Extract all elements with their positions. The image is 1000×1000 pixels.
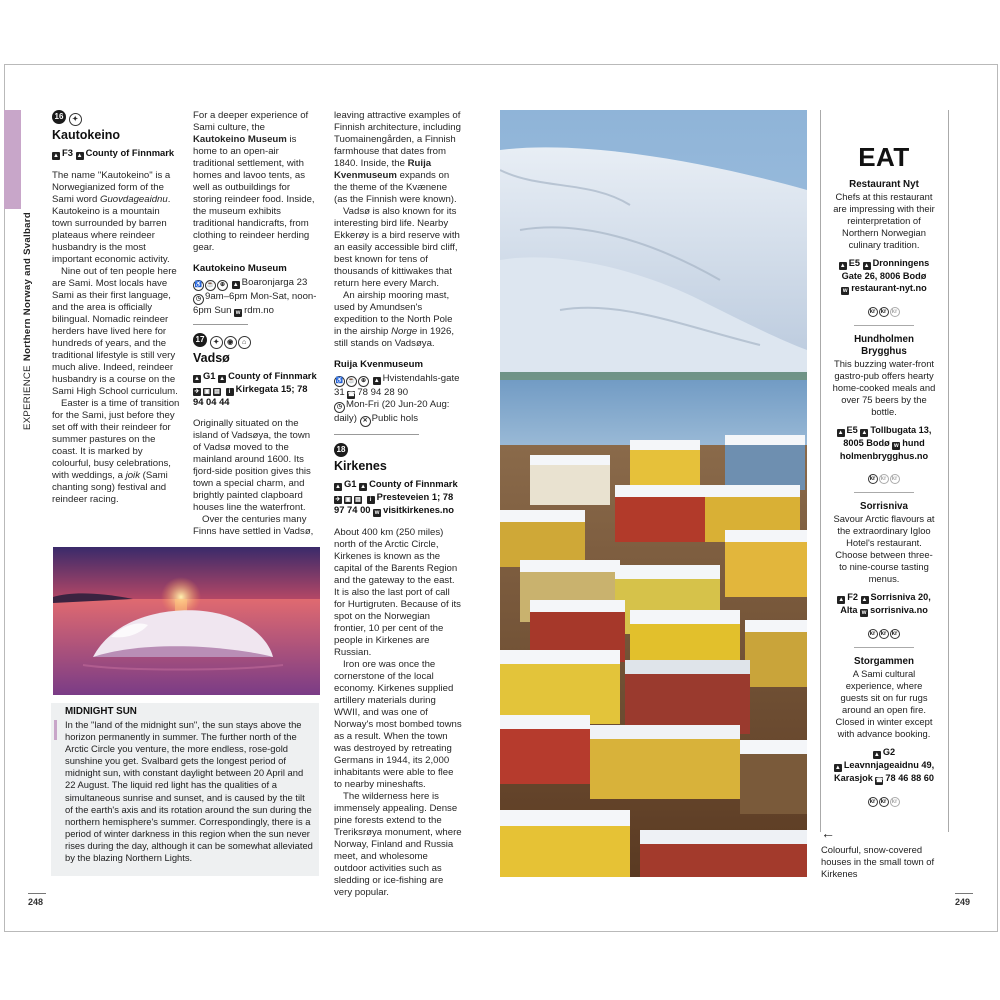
paragraph: Easter is a time of transition for the Sami, just before they set off with their reindeer for summer pastures on the coast. It is marked by colourful, busy celebrations, with weddings, a joik (Sami chanting song) festival and reindeer racing.: [52, 397, 180, 505]
plane-icon: ✈: [335, 497, 341, 503]
tourist-info-icon: i: [226, 388, 234, 396]
column-2: [193, 110, 319, 538]
entry-info: ▲ G1 ▲ County of Finnmark ✈ ▣ ▤ i Presteveien 1; 78 97 74 00 w visitkirkenes.no: [334, 478, 458, 516]
web-icon: w: [861, 610, 867, 616]
phone-icon: ☎: [875, 778, 884, 784]
shop-icon: ⊕: [358, 376, 369, 387]
entry-title: Kirkenes: [334, 459, 387, 473]
museum-icon: ⌂: [238, 336, 251, 349]
accessible-icon: ♿: [334, 376, 345, 387]
paragraph: Vadsø is also known for its interesting bird life. Nearby Ekkerøy is a bird reserve with an easily accessible bird cliff, best known for tens of thousands of kittiwakes that return here every March.: [334, 206, 460, 289]
restaurant-info: ▲ E5 ▲ Tollbugata 13, 8005 Bodø w hund holmenbrygghus.no: [837, 425, 932, 461]
paragraph: Originally situated on the island of Vadsøya, the town of Vadsø moved to the mainland around 1600. Its fjord-side position gives this town a special charm, and brightly painted clapboard houses line the waterfront.: [193, 417, 311, 513]
house: [500, 715, 590, 784]
tourist-info-icon: i: [367, 496, 375, 504]
restaurant-name: Sorrisniva: [860, 501, 908, 512]
entry-info: ▲ F3 ▲ County of Finnmark: [53, 146, 175, 159]
map-icon: ▲: [837, 430, 844, 436]
web-icon: w: [374, 510, 380, 516]
price-rating: [831, 621, 937, 639]
shop-icon: ⊕: [217, 280, 228, 291]
restaurant-desc: A Sami cultural experience, where guests sit on fur rugs around an open fire. Closed in winter except with advance booking.: [835, 668, 933, 739]
kr-icon: kr: [879, 307, 889, 317]
accessible-icon: ♿: [193, 280, 204, 291]
divider: [193, 324, 248, 325]
entry-title: Kautokeino: [52, 127, 121, 142]
price-rating: [831, 299, 937, 317]
arrow-left-icon: ←: [821, 825, 835, 841]
sightseeing-icon: ◉: [224, 336, 237, 349]
phone-icon: ☎: [347, 392, 356, 398]
house: [725, 435, 805, 490]
location-icon: ▲: [232, 282, 239, 288]
location-icon: ▲: [863, 263, 870, 269]
ferry-icon: ▤: [355, 497, 361, 503]
page-number-right: 249: [955, 893, 973, 907]
running-head: [22, 212, 33, 430]
web-icon: w: [893, 443, 899, 449]
paragraph: Over the centuries many Finns have settled in Vadsø,: [193, 513, 314, 537]
closed-icon: ✕: [360, 416, 371, 427]
kr-icon: kr: [868, 307, 878, 317]
museum-info: ♿ ☕ ⊕ ▲ Boaronjarga 23 ◷ 9am–6pm Mon-Sat, noon-6pm Sun w rdm.no: [193, 277, 317, 316]
museum-title: Ruija Kvenmuseum: [334, 359, 424, 370]
paragraph: For a deeper experience of Sami culture, the Kautokeino Museum is home to an open-air traditional settlement, with homes and lavoo tents, as well as outbuildings for storing reindeer food. Inside, the museum exhibits traditional handicrafts, from clothing to reindeer herding gear.: [193, 110, 315, 253]
entry-number: 18: [334, 443, 348, 457]
plane-icon: ✈: [194, 388, 200, 395]
map-icon: ▲: [873, 752, 880, 758]
paragraph: leaving attractive examples of Finnish architecture, including Tuomainengården, a Finnish farmhouse that dates from 1840. Inside, the Ruija Kvenmuseum expands on the theme of the Kvænene (as the Finnish were known).: [334, 110, 461, 205]
restaurant-info: ▲ G2 ▲ Leavnnjageaidnu 49, Karasjok ☎ 78 46 88 60: [834, 747, 935, 784]
house: [725, 530, 807, 597]
web-icon: w: [842, 288, 848, 294]
divider: [854, 325, 914, 326]
section-tab: [4, 110, 21, 209]
location-icon: ▲: [76, 152, 83, 159]
photo-caption: ← Colourful, snow-covered houses in the small town of Kirkenes: [821, 826, 951, 880]
house: [745, 620, 807, 687]
kr-icon: kr: [879, 629, 889, 639]
entry-title: Vadsø: [193, 350, 230, 365]
eat-heading: EAT: [858, 142, 910, 172]
restaurant-info: ▲ E5 ▲ Dronningens Gate 26, 8006 Bodø w restaurant-nyt.no: [839, 258, 930, 294]
houses-layer: [500, 110, 807, 877]
restaurant-desc: This buzzing water-front gastro-pub offers hearty home-cooked meals and over 75 beers by the bottle.: [832, 358, 936, 417]
column-1: [52, 110, 180, 506]
paragraph: The wilderness here is immensely appealing. Dense pine forests extend to the Treriksrøya monument, where Norway, Finland and Russia meet, and wholesome outdoor activities such as sledding or ice-fishing are very popular.: [334, 791, 462, 898]
divider: [854, 492, 914, 493]
paragraph: Iron ore was once the cornerstone of the local economy. Kirkenes supplied artillery materials during WWII, and was one of Norway's most bombed towns as a result. When the town was destroyed by retreating Germans in 1944, its 2,000 inhabitants were able to flee to nearby mineshafts.: [334, 659, 462, 790]
box-body: In the "land of the midnight sun", the sun stays above the horizon permanently in summer. The further north of the Arctic Circle you venture, the more endless, rose-gold sunshine you get. Svalbard gets the longest period of midnight sun, with constant daylight between 20 April and 22 August. The liquid red light has the qualities of a simultaneous sunrise and sunset, and is caused by the tilt of the earth's axis and its rotation around the sun during the northern hemisphere's summer. Correspondingly, there is a period of winter darkness in this region when the sun never rises during the day, although it can be somewhat alleviated by the blazing Northern Lights.: [65, 719, 313, 864]
clock-icon: ◷: [334, 402, 345, 413]
house: [590, 725, 740, 799]
entry-info: ▲ G1 ▲ County of Finnmark ✈ ▣ ▤ i Kirkegata 15; 78 94 04 44: [193, 369, 317, 407]
web-icon: w: [235, 310, 241, 316]
cafe-icon: ☕: [205, 280, 216, 291]
paragraph: About 400 km (250 miles) north of the Arctic Circle, Kirkenes is known as the capital of the Barents Region and the gateway to the east. It is also the last port of call for Hurtigruten. Because of its spot on the Norwegian frontier, 10 per cent of the people in Kirkenes are Russian.: [334, 527, 461, 658]
box-title: MIDNIGHT SUN: [65, 706, 137, 717]
map-icon: ▲: [838, 597, 845, 603]
midnight-sun-box: [51, 703, 319, 876]
location-icon: ▲: [219, 375, 226, 382]
eat-sidebar: [820, 110, 949, 832]
entry-number: 16: [52, 110, 66, 124]
paragraph: The name "Kautokeino" is a Norwegianized form of the Sami word Guovdageaidnu. Kautokeino is a mountain town surrounded by barren plateaus where reindeer husbandry is the most important economic activity.: [52, 169, 171, 265]
column-3: [334, 110, 462, 899]
map-icon: ▲: [335, 484, 341, 490]
restaurant-desc: Savour Arctic flavours at the extraordinary Igloo Hotel's restaurant. Choose between three- to nine-course tasting menus.: [833, 513, 935, 584]
box-accent-bar: [54, 720, 57, 740]
paragraph: Nine out of ten people here are Sami. Most locals have Sami as their first language, and the area is officially bilingual. Nomadic reindeer herders have lived here for hundreds of years, and the traditional lifestyle is still very much alive. Indeed, reindeer husbandry is a course on the Sami High School curriculum.: [52, 265, 178, 397]
hiker-icon: ✦: [69, 113, 82, 126]
house: [740, 740, 807, 814]
restaurant-desc: Chefs at this restaurant are impressing with their reinterpretation of Northern Norwegian culinary tradition.: [833, 191, 935, 250]
restaurant-name: Restaurant Nyt: [849, 179, 919, 190]
section-label: EXPERIENCE: [22, 365, 33, 430]
kr-icon: kr: [890, 797, 900, 807]
map-icon: ▲: [839, 263, 846, 269]
museum-info: ♿ ☕ ⊕ ▲ Hvistendahls-gate 31 ☎ 78 94 28 90 ◷ Mon-Fri (20 Jun-20 Aug: daily) ✕ Public hols: [334, 373, 462, 427]
entry-number: 17: [193, 333, 207, 347]
kr-icon: kr: [879, 797, 889, 807]
museum-title: Kautokeino Museum: [193, 263, 287, 274]
page-number-left: 248: [28, 893, 46, 907]
location-icon: ▲: [834, 765, 841, 771]
kr-icon: kr: [868, 629, 878, 639]
ferry-icon: ▤: [214, 388, 220, 395]
house: [500, 810, 630, 877]
restaurant-info: ▲ F2 ▲ Sorrisniva 20, Alta w sorrisniva.no: [838, 592, 931, 616]
house: [615, 485, 705, 542]
location-icon: ▲: [373, 378, 380, 384]
kr-icon: kr: [879, 474, 889, 484]
midnight-sun-photo: [53, 547, 320, 695]
kr-icon: kr: [890, 629, 900, 639]
price-rating: [831, 789, 937, 807]
house: [530, 455, 610, 505]
clock-icon: ◷: [193, 294, 204, 305]
paragraph: An airship mooring mast, used by Amundsen's expedition to the North Pole in the airship Norge in 1926, still stands on Vadsøya.: [334, 290, 455, 349]
kr-icon: kr: [890, 474, 900, 484]
restaurant-name: Storgammen: [854, 656, 914, 667]
restaurant-name: Hundholmen Brygghus: [854, 334, 914, 357]
house: [500, 510, 585, 567]
cafe-icon: ☕: [346, 376, 357, 387]
kr-icon: kr: [868, 474, 878, 484]
house: [640, 830, 807, 877]
divider: [334, 434, 419, 435]
map-icon: ▲: [53, 152, 59, 159]
kr-icon: kr: [868, 797, 878, 807]
location-icon: ▲: [360, 484, 367, 490]
bus-icon: ▣: [204, 388, 210, 395]
section-region: Northern Norway and Svalbard: [22, 212, 33, 362]
house: [625, 660, 750, 734]
midnight-sun-image: [53, 547, 320, 695]
location-icon: ▲: [861, 597, 868, 603]
price-rating: [831, 466, 937, 484]
map-icon: ▲: [194, 375, 200, 382]
bus-icon: ▣: [345, 497, 351, 503]
hiker-icon: ✦: [210, 336, 223, 349]
location-icon: ▲: [861, 430, 868, 436]
kr-icon: kr: [890, 307, 900, 317]
divider: [854, 647, 914, 648]
house: [500, 650, 620, 724]
